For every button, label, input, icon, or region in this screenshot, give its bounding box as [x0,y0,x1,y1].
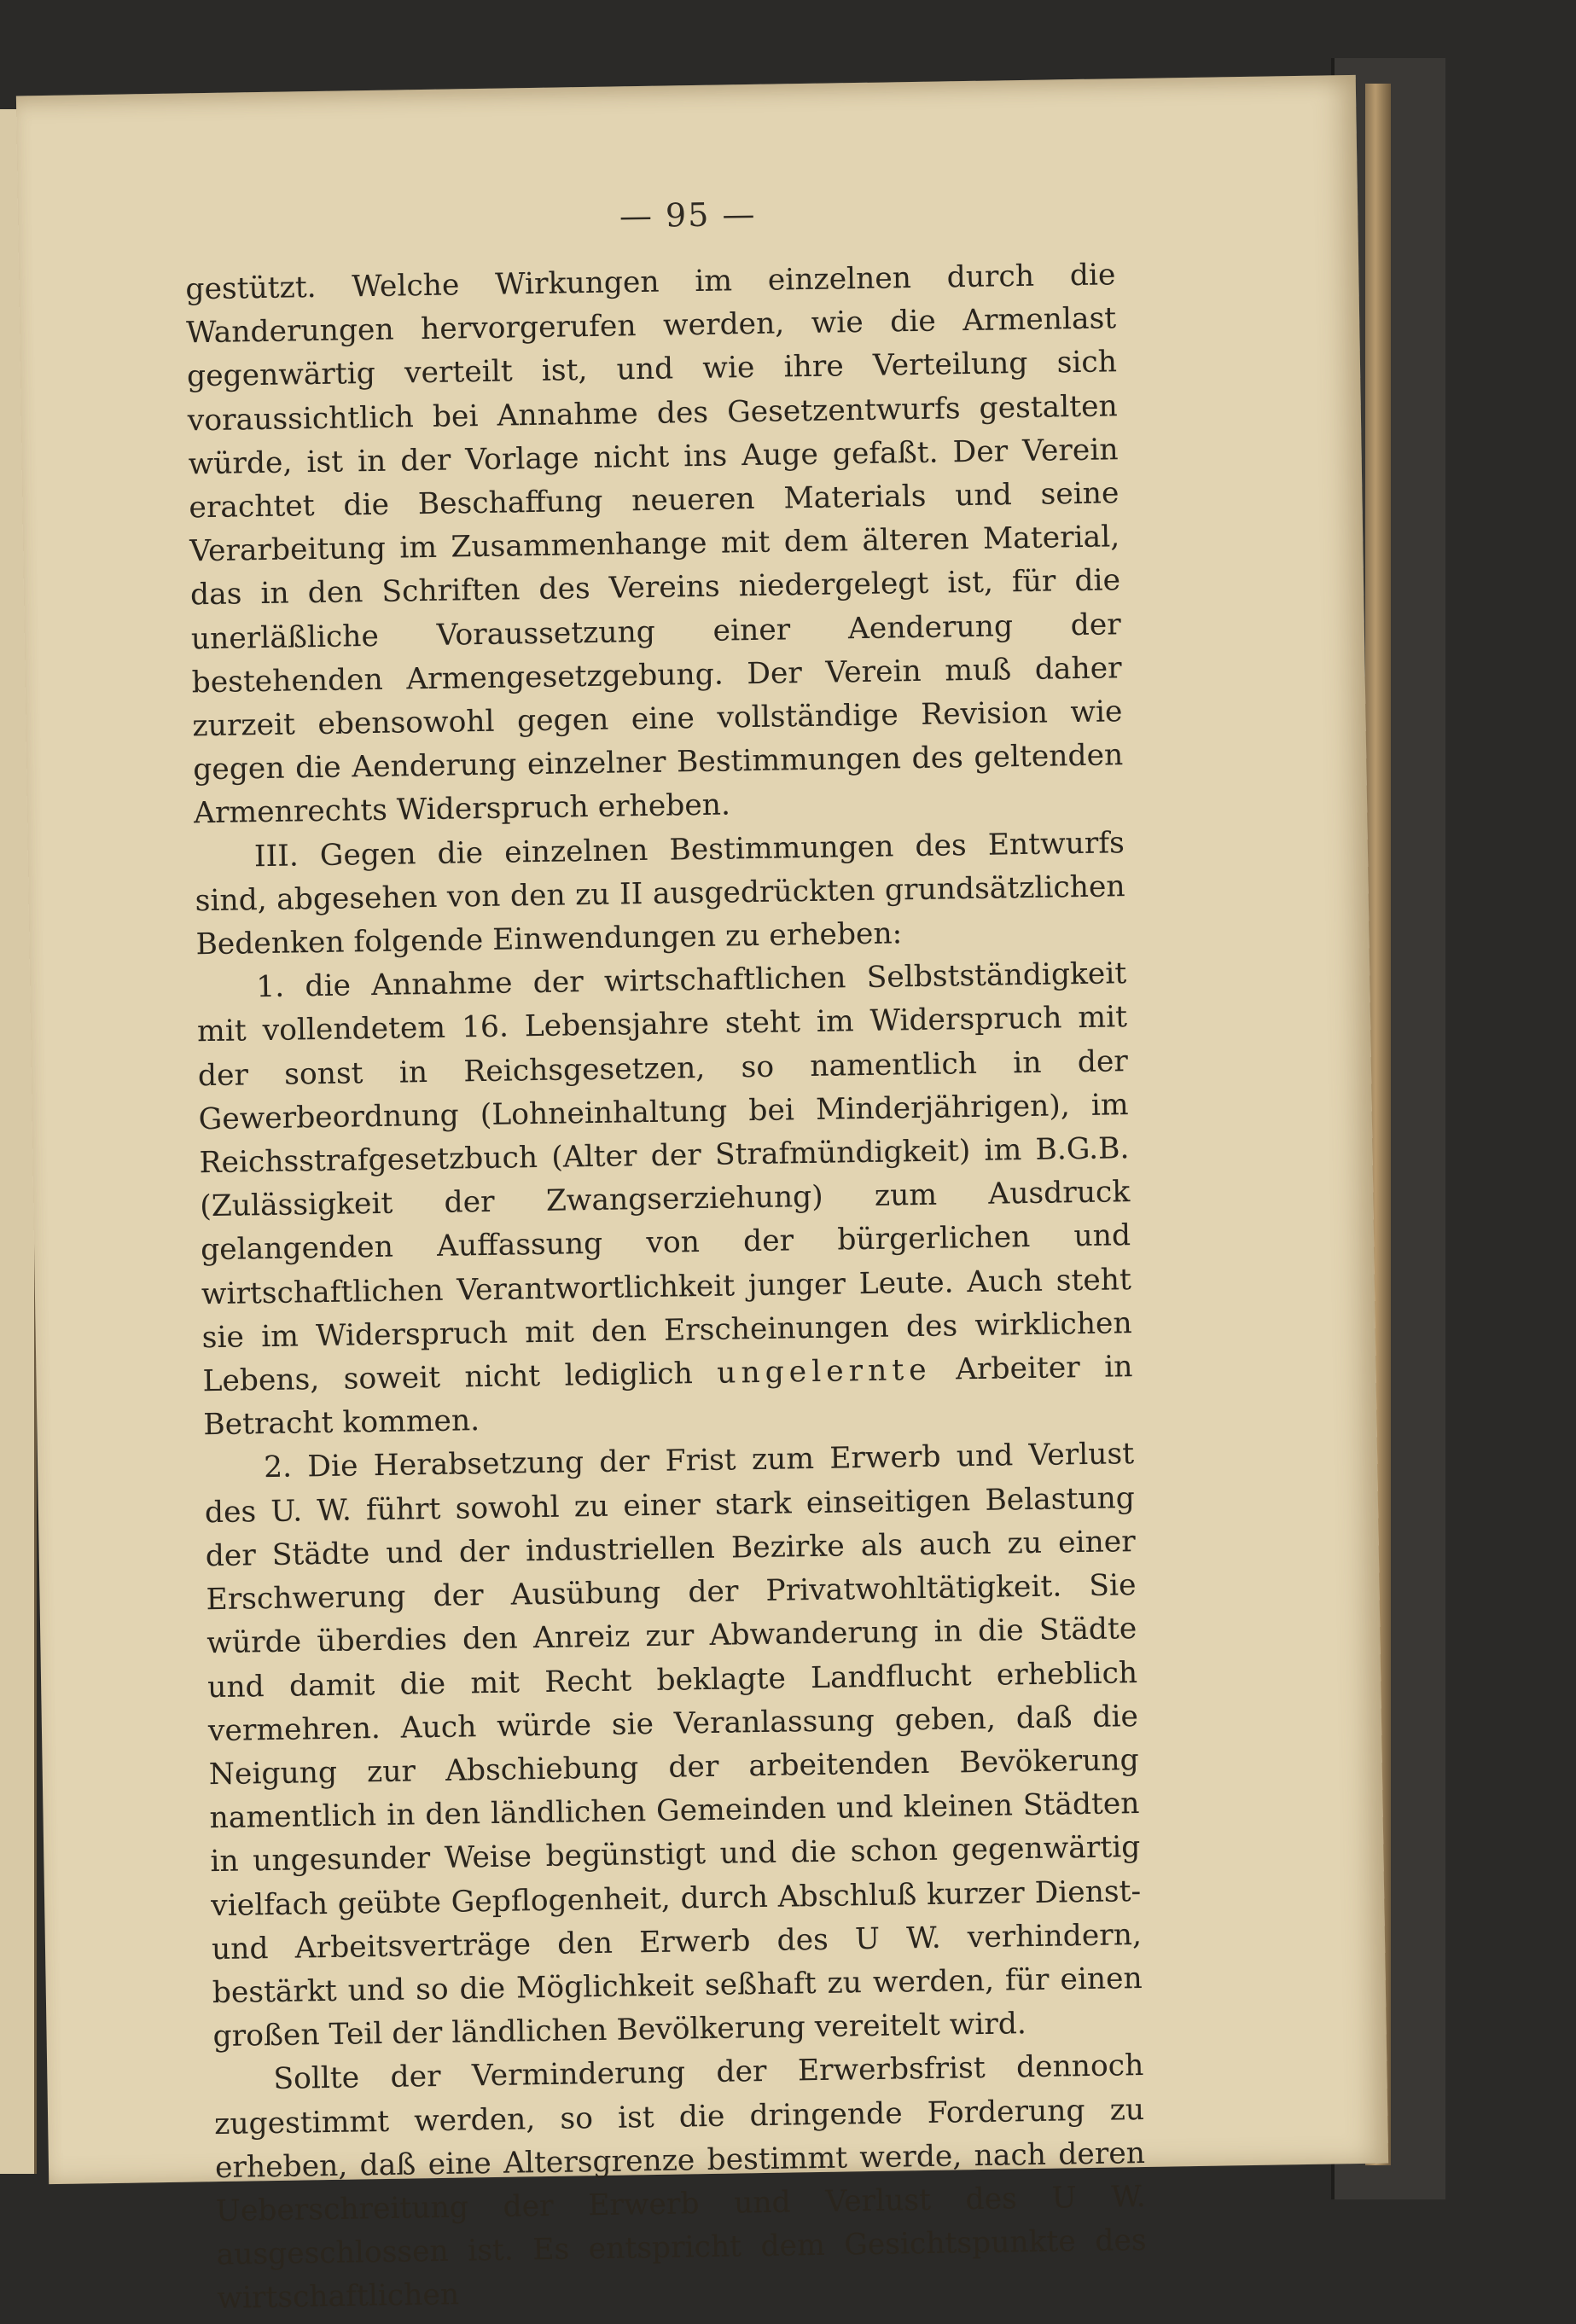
paragraph-point-1 [196,952,1134,1447]
point-1-tail: Arbeiter in Betracht kommen. [203,1350,1133,1443]
page-number: — 95 — [619,195,757,235]
book-page [16,75,1388,2316]
point-1-text: 1. die Annahme der wirtschaftlichen Selbstständigkeit mit vollendetem 16. Lebensjahre steht im Widerspruch mit der sonst in Reichsgesetzen, so namentlich in der Gewerbeordnung (Lohneinhaltung bei Minderjährigen), im Reichsstrafgesetzbuch (Alter der Strafmündigkeit) im B.G.B. (Zulässigkeit der Zwangserziehung) zum Ausdruck gelangenden Auffassung von der bürgerlichen und wirtschaftlichen Verantwortlichkeit junger Leute. Auch steht sie im Widerspruch mit den Erscheinungen des wirklichen Lebens, soweit nicht lediglich [196,956,1132,1399]
paragraph-erwerbsfrist: Sollte der Verminderung der Erwerbsfrist dennoch zugestimmt werden, so ist die dringende Forderung zu erheben, daß eine Altersgrenze bestimmt werde, nach deren Ueberschreitung der Erwerb und Verlust des U W. ausgeschlossen ist. Es entspricht dem Gesichtspunkte des wirtschaftlichen [213,2048,1147,2316]
paragraph-point-2: 2. Die Herabsetzung der Frist zum Erwerb und Verlust des U. W. führt sowohl zu einer stark einseitigen Belastung der Städte und der industriellen Bezirke als auch zu einer Erschwerung der Ausübung der Privatwohltätigkeit. Sie würde überdies den Anreiz zur Abwanderung in die Städte und damit die mit Recht beklagte Landflucht erheblich vermehren. Auch würde sie Veranlassung geben, daß die Neigung zur Abschiebung der arbeitenden Bevökerung namentlich in den ländlichen Gemeinden und kleinen Städten in ungesunder Weise begünstigt und die schon gegenwärtig vielfach geübte Gepflogenheit, durch Abschluß kurzer Dienst- und Arbeitsverträge den Erwerb des U W. verhindern, bestärkt und so die Möglichkeit seßhaft zu werden, für einen großen Teil der ländlichen Bevölkerung vereitelt wird. [204,1437,1143,2054]
paragraph-section-III: III. Gegen die einzelnen Bestimmungen des Entwurfs sind, abgesehen von den zu II ausgedrückten grundsätzlichen Bedenken folgende Einwendungen zu erheben: [195,825,1125,962]
paragraph-wanderungen: gestützt. Welche Wirkungen im einzelnen durch die Wanderungen hervorgerufen werden, wie die Armenlast gegenwärtig verteilt ist, und wie ihre Verteilung sich voraussichtlich bei Annahme des Gesetzentwurfs gestalten würde, ist in der Vorlage nicht ins Auge gefaßt. Der Verein erachtet die Beschaffung neueren Materials und seine Verarbeitung im Zusammenhange mit dem älteren Material, das in den Schriften des Vereins niedergelegt ist, für die unerläßliche Voraussetzung einer Aenderung der bestehenden Armengesetzgebung. Der Verein muß daher zurzeit ebensowohl gegen eine vollständige Revision wie gegen die Aenderung einzelner Bestimmungen des geltenden Armenrechts Widerspruch erheben. [185,258,1124,831]
emphasized-ungelernte: ungelernte [716,1352,932,1391]
page-body-text [185,253,1148,2321]
